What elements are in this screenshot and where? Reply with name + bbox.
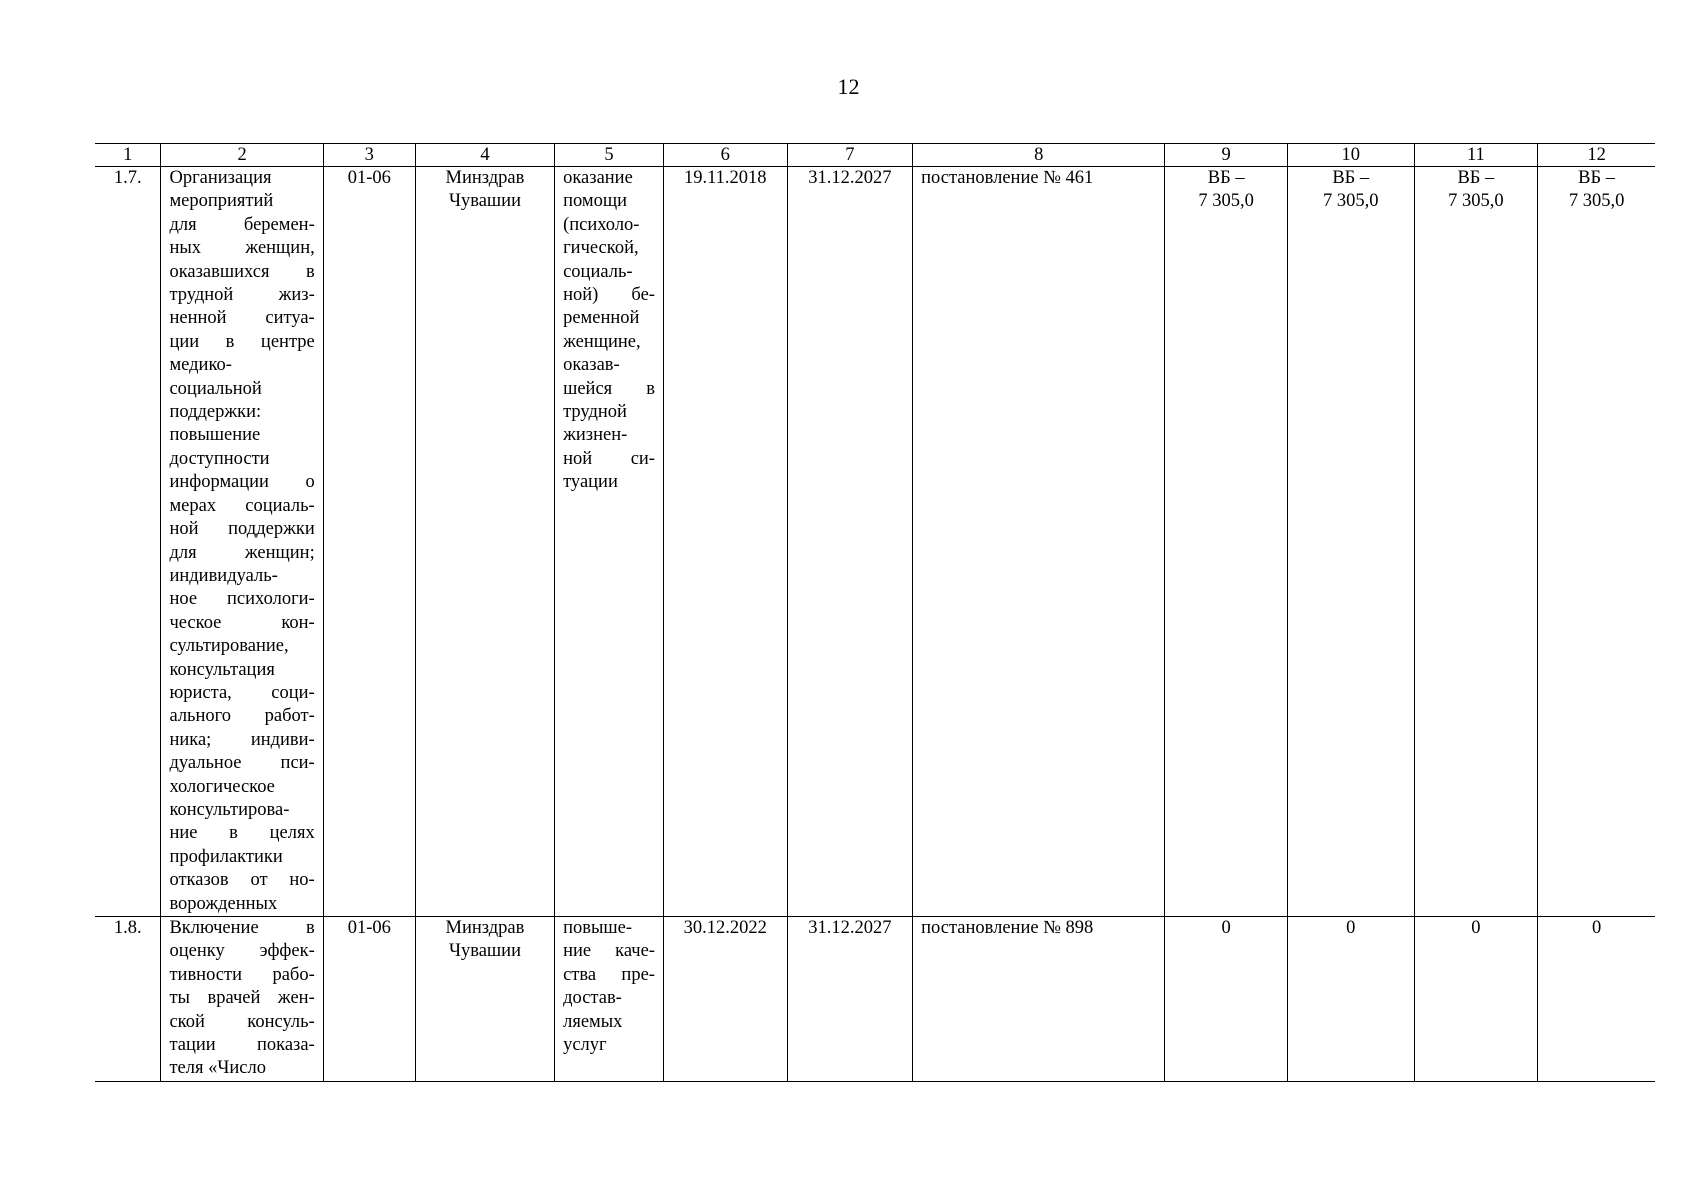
expected-result (555, 917, 664, 1082)
funding-value-line: 7 305,0 (1198, 191, 1254, 212)
activity-name-line: ной поддержки (169, 519, 315, 540)
regulatory-document: постановление № 461 (913, 167, 1165, 917)
executor-line: Чувашии (448, 191, 521, 212)
responsible-executor (415, 167, 554, 917)
activity-name-line: оказавшихся в (169, 261, 315, 282)
activity-name-line: ты врачей жен- (169, 988, 315, 1009)
column-header-12: 12 (1538, 144, 1655, 167)
regulatory-document: постановление № 898 (913, 917, 1165, 1082)
column-header-4: 4 (415, 144, 554, 167)
funding-value-line: 7 305,0 (1568, 191, 1625, 212)
result-line: социаль- (563, 261, 633, 282)
column-header-3: 3 (323, 144, 415, 167)
result-line: ства пре- (563, 964, 655, 985)
executor-line: Минздрав (445, 918, 525, 938)
result-line: достав- (563, 988, 622, 1009)
activity-code: 01-06 (323, 167, 415, 917)
table-row (95, 167, 1655, 917)
activity-name-line: сультирование, (169, 636, 289, 657)
activity-name-line: ального работ- (169, 706, 315, 727)
activity-name-line: ное психологи- (169, 589, 315, 610)
result-line: повыше- (563, 918, 633, 938)
funding-value-4 (1538, 917, 1655, 1082)
activity-name-line: ненной ситуа- (169, 308, 315, 329)
activity-name-line: юриста, соци- (169, 682, 315, 703)
activity-name-line: консультация (169, 659, 275, 680)
result-line: оказание (563, 168, 633, 188)
result-line: шейся в (563, 378, 655, 399)
activity-name-line: теля «Число (169, 1058, 266, 1079)
activity-name-line: профилактики (169, 846, 283, 867)
funding-value-line: 0 (1221, 918, 1231, 938)
result-line: жизнен- (563, 425, 628, 446)
column-header-8: 8 (913, 144, 1165, 167)
start-date: 30.12.2022 (663, 917, 787, 1082)
executor-line: Чувашии (448, 941, 521, 962)
column-header-5: 5 (555, 144, 664, 167)
activity-name-line: тивности рабо- (169, 964, 315, 985)
funding-value-3 (1414, 167, 1538, 917)
expected-result (555, 167, 664, 917)
column-header-11: 11 (1414, 144, 1538, 167)
funding-value-line: ВБ – (1207, 168, 1245, 188)
result-line: услуг (563, 1035, 607, 1056)
funding-value-line: 7 305,0 (1323, 191, 1379, 212)
activity-name-line: повышение (169, 425, 261, 446)
activity-name-line: ние в целях (169, 823, 315, 844)
activity-name (161, 167, 323, 917)
activity-name-line: ника; индиви- (169, 729, 315, 750)
program-table (95, 143, 1655, 1082)
activity-name-line: мерах социаль- (169, 495, 315, 516)
result-line: ние каче- (563, 941, 655, 962)
table-body (95, 167, 1655, 1082)
result-line: трудной (563, 402, 627, 423)
activity-name-line: мероприятий (169, 191, 274, 212)
result-line: ной си- (563, 448, 655, 469)
activity-name-line: поддержки: (169, 402, 262, 423)
column-header-2: 2 (161, 144, 323, 167)
funding-value-2 (1287, 917, 1414, 1082)
activity-code: 01-06 (323, 917, 415, 1082)
activity-name-line: ворожденных (169, 893, 278, 914)
result-line: помощи (563, 191, 627, 212)
row-number: 1.7. (95, 167, 161, 917)
end-date: 31.12.2027 (787, 917, 913, 1082)
funding-value-1 (1165, 167, 1287, 917)
start-date: 19.11.2018 (663, 167, 787, 917)
result-line: туации (563, 472, 618, 493)
activity-name-line: социальной (169, 378, 262, 399)
column-number-row (95, 144, 1655, 167)
activity-name-line: индивидуаль- (169, 565, 278, 586)
activity-name-line: хологическое (169, 776, 275, 797)
column-header-9: 9 (1165, 144, 1287, 167)
result-line: женщине, (563, 331, 641, 352)
funding-value-line: ВБ – (1578, 168, 1615, 188)
page-number: 12 (837, 74, 860, 99)
result-line: ляемых (563, 1011, 623, 1032)
activity-name-line: ской консуль- (169, 1011, 315, 1032)
funding-value-2 (1287, 167, 1414, 917)
funding-value-4 (1538, 167, 1655, 917)
result-line: гической, (563, 238, 639, 259)
activity-name-line: ческое кон- (169, 612, 315, 633)
activity-name-line: консультирова- (169, 799, 290, 820)
activity-name-line: тации показа- (169, 1035, 315, 1056)
activity-name-line: отказов от но- (169, 870, 315, 891)
funding-value-line: ВБ – (1457, 168, 1495, 188)
activity-name-line: оценку эффек- (169, 941, 315, 962)
activity-name (161, 917, 323, 1082)
activity-name-line: дуальное пси- (169, 753, 315, 774)
column-header-7: 7 (787, 144, 913, 167)
result-line: ной) бе- (563, 285, 655, 306)
funding-value-1 (1165, 917, 1287, 1082)
result-line: (психоло- (563, 214, 640, 235)
funding-value-line: 0 (1471, 918, 1481, 938)
result-line: ременной (563, 308, 640, 329)
activity-name-line: Организация (169, 168, 272, 188)
activity-name-line: медико- (169, 355, 232, 376)
result-line: оказав- (563, 355, 620, 376)
activity-name-line: ных женщин, (169, 238, 315, 259)
activity-name-line: информации о (169, 472, 315, 493)
column-header-10: 10 (1287, 144, 1414, 167)
activity-name-line: для женщин; (169, 542, 315, 563)
table-row (95, 917, 1655, 1082)
responsible-executor (415, 917, 554, 1082)
activity-name-line: доступности (169, 448, 270, 469)
funding-value-line: ВБ – (1332, 168, 1370, 188)
funding-value-line: 0 (1591, 918, 1602, 938)
activity-name-line: для беремен- (169, 214, 315, 235)
activity-name-line: трудной жиз- (169, 285, 315, 306)
funding-value-line: 0 (1346, 918, 1356, 938)
activity-name-line: Включение в (169, 918, 315, 938)
column-header-1: 1 (95, 144, 161, 167)
end-date: 31.12.2027 (787, 167, 913, 917)
column-header-6: 6 (663, 144, 787, 167)
activity-name-line: ции в центре (169, 331, 315, 352)
funding-value-line: 7 305,0 (1448, 191, 1504, 212)
executor-line: Минздрав (445, 168, 525, 188)
row-number: 1.8. (95, 917, 161, 1082)
funding-value-3 (1414, 917, 1538, 1082)
